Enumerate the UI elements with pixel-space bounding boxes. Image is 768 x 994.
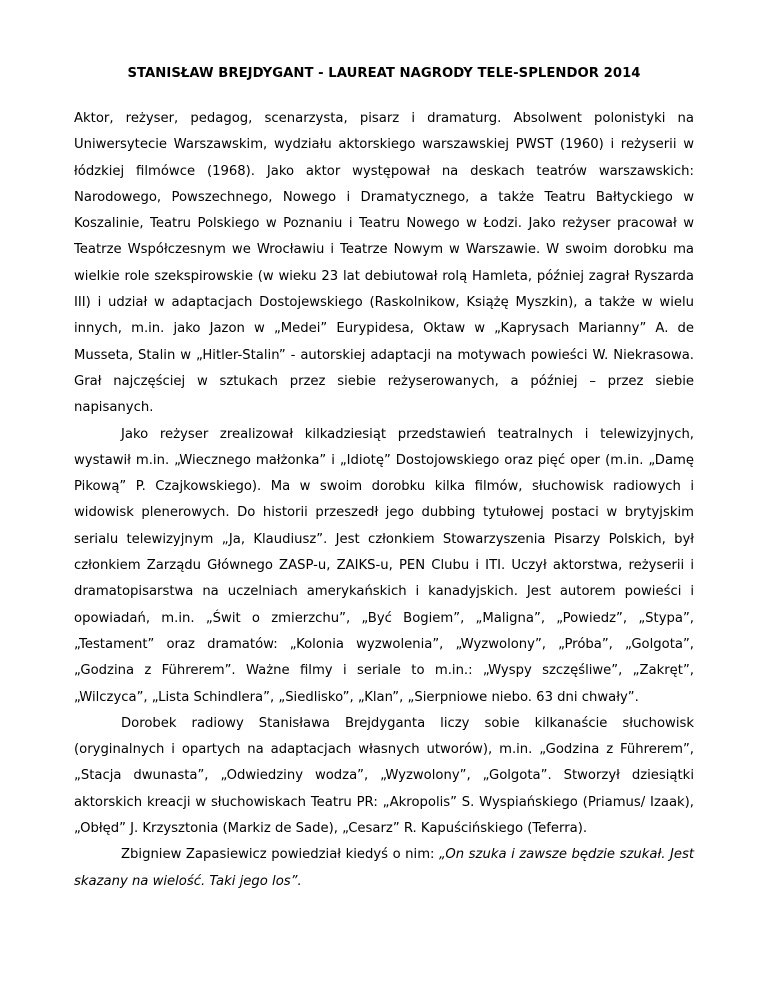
paragraph-radio: Dorobek radiowy Stanisława Brejdyganta liczy sobie kilkanaście słuchowisk (oryginalnych i opartych na adaptacjach własnych utworów), m.in. „Godzina z Führerem”, „Stacja dwunasta”, „Odwiedziny wodza”, „Wyzwolony”, „Golgota”. Stworzył dziesiątki aktorskich kreacji w słuchowiskach Teatru PR: „Akropolis” S. Wyspiańskiego (Priamus/ Izaak), „Obłęd” J. Krzysztonia (Markiz de Sade), „Cesarz” R. Kapuścińskiego (Teferra). xyxy=(74,715,694,837)
closing-quote: „On szuka i zawsze będzie szukał. Jest skazany na wielość. Taki jego los”. xyxy=(74,847,694,889)
paragraph-closing xyxy=(74,842,694,895)
document-page xyxy=(74,64,694,895)
paragraph-director: Jako reżyser zrealizował kilkadziesiąt przedstawień teatralnych i telewizyjnych, wystawił m.in. „Wiecznego małżonka” i „Idiotę” Dostojowskiego oraz pięć oper (m.in. „Damę Pikową” P. Czajkowskiego). Ma w swoim dorobku kilka filmów, słuchowisk radiowych i widowisk plenerowych. Do historii przeszedł jego dubbing tytułowej postaci w brytyjskim serialu telewizyjnym „Ja, Klaudiusz”. Jest członkiem Stowarzyszenia Pisarzy Polskich, był członkiem Zarządu Głównego ZASP-u, ZAIKS-u, PEN Clubu i ITI. Uczył aktorstwa, reżyserii i dramatopisarstwa na uczelniach amerykańskich i kanadyjskich. Jest autorem powieści i opowiadań, m.in. „Świt o zmierzchu”, „Być Bogiem”, „Maligna”, „Powiedz”, „Stypa”, „Testament” oraz dramatów: „Kolonia wyzwolenia”, „Wyzwolony”, „Próba”, „Golgota”, „Godzina z Führerem”. Ważne filmy i seriale to m.in.: „Wyspy szczęśliwe”, „Zakręt”, „Wilczyca”, „Lista Schindlera”, „Siedlisko”, „Klan”, „Sierpniowe niebo. 63 dni chwały”. xyxy=(74,426,694,705)
document-title: STANISŁAW BREJDYGANT - LAUREAT NAGRODY TELE-SPLENDOR 2014 xyxy=(127,66,641,81)
paragraph-biography: Aktor, reżyser, pedagog, scenarzysta, pisarz i dramaturg. Absolwent polonistyki na Uniwersytecie Warszawskim, wydziału aktorskiego warszawskiej PWST (1960) i reżyserii w łódzkiej filmówce (1968). Jako aktor występował na deskach teatrów warszawskich: Narodowego, Powszechnego, Nowego i Dramatycznego, a także Teatru Bałtyckiego w Koszalinie, Teatru Polskiego w Poznaniu i Teatru Nowego w Łodzi. Jako reżyser pracował w Teatrze Współczesnym we Wrocławiu i Teatrze Nowym w Warszawie. W swoim dorobku ma wielkie role szekspirowskie (w wieku 23 lat debiutował rolą Hamleta, później zagrał Ryszarda III) i udział w adaptacjach Dostojewskiego (Raskolnikow, Książę Myszkin), a także w wielu innych, m.in. jako Jazon w „Medei” Eurypidesa, Oktaw w „Kaprysach Marianny” A. de Musseta, Stalin w „Hitler-Stalin” - autorskiej adaptacji na motywach powieści W. Niekrasowa. Grał najczęściej w sztukach przez siebie reżyserowanych, a później – przez siebie napisanych. xyxy=(74,111,694,416)
closing-intro: Zbigniew Zapasiewicz powiedział kiedyś o nim: xyxy=(121,847,440,863)
